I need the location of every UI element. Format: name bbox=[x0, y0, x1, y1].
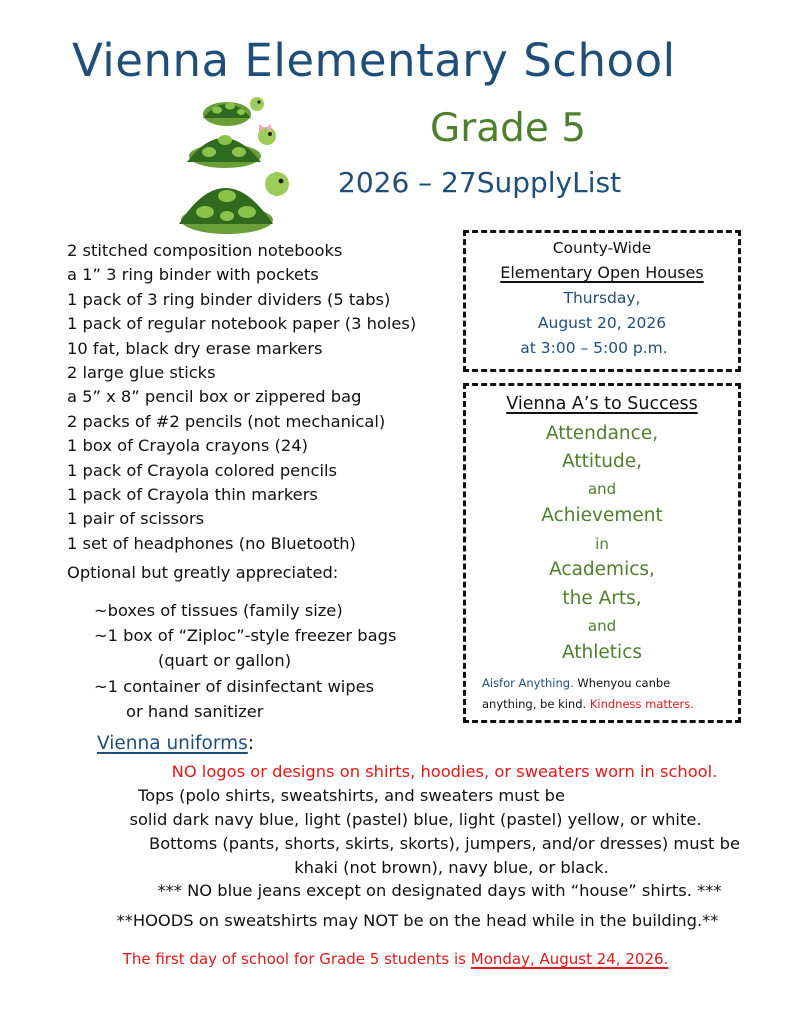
quote-part: Kindness matters. bbox=[589, 697, 694, 711]
first-day-text: The first day of school for Grade 5 students is bbox=[122, 950, 471, 968]
uniform-heading bbox=[97, 733, 254, 754]
uniform-rule: khaki (not brown), navy blue, or black. bbox=[294, 858, 609, 877]
success-word: Achievement bbox=[541, 505, 663, 526]
uniform-heading-text: Vienna uniforms bbox=[97, 733, 248, 754]
success-word: Academics, bbox=[549, 559, 655, 580]
uniform-rule: *** NO blue jeans except on designated days with “house” shirts. *** bbox=[157, 881, 722, 900]
uniform-rule: Bottoms (pants, shorts, skirts, skorts), jumpers, and/or dresses) must be bbox=[149, 834, 740, 853]
turtle-middle-icon bbox=[187, 124, 276, 168]
supply-item: 10 fat, black dry erase markers bbox=[67, 338, 323, 358]
first-day-date: Monday, August 24, 2026. bbox=[470, 950, 669, 968]
optional-item: ~1 box of “Ziploc”-style freezer bags bbox=[94, 626, 397, 646]
uniform-rule: Tops (polo shirts, sweatshirts, and sweaters must be bbox=[137, 786, 565, 805]
optional-item: or hand sanitizer bbox=[126, 701, 264, 721]
supply-item: 1 pack of Crayola thin markers bbox=[67, 484, 318, 504]
success-word: Attendance, bbox=[545, 423, 659, 444]
uniform-rule: solid dark navy blue, light (pastel) blue, light (pastel) yellow, or white. bbox=[129, 810, 702, 829]
turtle-bottom-icon bbox=[179, 172, 289, 234]
supply-item: 1 box of Crayola crayons (24) bbox=[67, 436, 308, 456]
supply-item: 2 stitched composition notebooks bbox=[67, 241, 343, 260]
supply-item: 1 pack of 3 ring binder dividers (5 tabs) bbox=[67, 289, 391, 309]
open-house-date: August 20, 2026 bbox=[537, 314, 667, 332]
turtle-stack-illustration bbox=[175, 92, 295, 236]
optional-heading: Optional but greatly appreciated: bbox=[67, 563, 339, 582]
open-house-box bbox=[463, 230, 741, 372]
uniform-rule: NO logos or designs on shirts, hoodies, or sweaters worn in school. bbox=[171, 762, 718, 781]
uniform-rule: **HOODS on sweatshirts may NOT be on the head while in the building.** bbox=[116, 911, 719, 930]
supply-item: a 5” x 8” pencil box or zippered bag bbox=[67, 387, 362, 407]
quote-part: Whenyou canbe bbox=[573, 676, 671, 690]
quote-part: Aisfor Anything. bbox=[482, 676, 574, 690]
success-connector: and bbox=[587, 617, 617, 635]
supply-item: 1 pack of Crayola colored pencils bbox=[67, 460, 337, 480]
supply-item: 1 set of headphones (no Bluetooth) bbox=[67, 533, 356, 553]
first-day-notice bbox=[0, 950, 791, 968]
uniform-heading-colon: : bbox=[247, 733, 255, 754]
open-house-day: Thursday, bbox=[563, 289, 641, 307]
success-connector: in bbox=[595, 535, 609, 553]
optional-item: ~1 container of disinfectant wipes bbox=[94, 676, 375, 696]
supply-item: 1 pack of regular notebook paper (3 holes) bbox=[67, 314, 417, 334]
success-heading: Vienna A’s to Success bbox=[506, 394, 698, 414]
open-house-time: at 3:00 – 5:00 p.m. bbox=[520, 339, 668, 357]
quote-part: anything, be kind. bbox=[482, 697, 587, 711]
success-box bbox=[463, 383, 741, 723]
supply-item: 1 pair of scissors bbox=[67, 509, 205, 529]
optional-list bbox=[94, 598, 396, 724]
success-word: the Arts, bbox=[562, 588, 642, 609]
turtle-top-icon bbox=[203, 97, 264, 126]
year-title: 2026 – 27SupplyList bbox=[338, 166, 622, 199]
open-house-heading: Elementary Open Houses bbox=[500, 263, 704, 282]
school-title: Vienna Elementary School bbox=[72, 34, 676, 87]
success-word: Attitude, bbox=[562, 451, 642, 472]
supply-item: a 1” 3 ring binder with pockets bbox=[67, 265, 319, 285]
optional-item: (quart or gallon) bbox=[158, 651, 292, 671]
grade-title: Grade 5 bbox=[430, 106, 587, 151]
success-word: Athletics bbox=[561, 642, 643, 663]
optional-item: ~boxes of tissues (family size) bbox=[94, 601, 343, 620]
success-connector: and bbox=[587, 480, 617, 498]
supply-item: 2 large glue sticks bbox=[67, 362, 216, 382]
supply-item: 2 packs of #2 pencils (not mechanical) bbox=[67, 411, 386, 431]
supply-list bbox=[67, 239, 416, 556]
open-house-line: County-Wide bbox=[552, 239, 652, 257]
